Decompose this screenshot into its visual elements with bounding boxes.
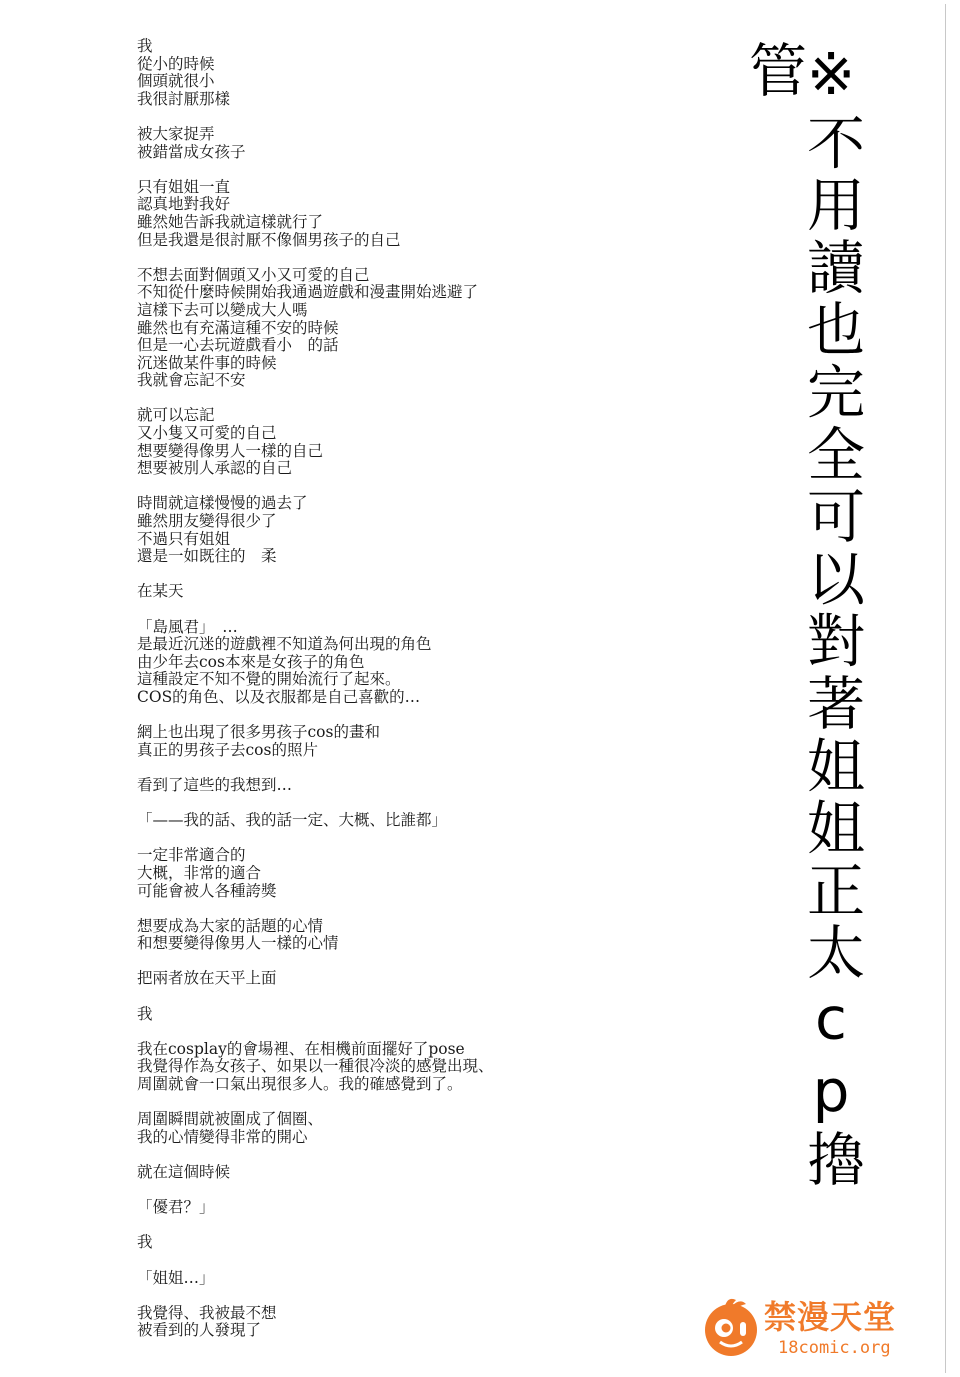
text-line: 被錯當成女孩子	[137, 142, 246, 161]
text-line: 這樣下去可以變成大人嗎	[137, 300, 308, 319]
side-note-vertical: ※不用讀也完全可以對著姐姐正太cp擼管	[739, 40, 865, 1192]
text-line: 但是一心去玩遊戲看小 的話	[137, 336, 339, 355]
text-paragraph	[137, 619, 737, 707]
text-paragraph	[137, 724, 737, 759]
text-line: 沉迷做某件事的時候	[137, 353, 277, 372]
watermark-url: 18comic.org	[778, 1338, 891, 1358]
text-line: 我覺得作為女孩子、如果以一種很冷淡的感覺出現、	[137, 1057, 494, 1076]
text-line: 大概，非常的適合	[137, 863, 262, 882]
text-line: 想要被別人承認的自己	[137, 459, 293, 478]
text-line: 和想要變得像男人一樣的心情	[137, 934, 339, 953]
text-line: 可能會被人各種誇獎	[137, 881, 277, 900]
page-edge-line	[945, 4, 946, 1373]
text-line: 我	[137, 1233, 153, 1252]
text-line: 想要變得像男人一樣的自己	[137, 441, 324, 460]
text-line: 就可以忘記	[137, 406, 215, 425]
text-line: 時間就這樣慢慢的過去了	[137, 494, 308, 513]
text-paragraph	[137, 267, 737, 390]
story-text	[137, 38, 737, 1358]
text-line: 被大家捉弄	[137, 124, 215, 143]
text-paragraph	[137, 126, 737, 161]
text-line: 不想去面對個頭又小又可愛的自己	[137, 265, 370, 284]
text-line: 我在cosplay的會場裡、在相機前面擺好了pose	[137, 1039, 465, 1058]
text-line: 真正的男孩子去cos的照片	[137, 740, 318, 759]
text-line: 就在這個時候	[137, 1163, 231, 1181]
text-line: 又小隻又可愛的自己	[137, 424, 277, 443]
text-paragraph	[137, 1164, 737, 1182]
text-paragraph	[137, 495, 737, 565]
text-line: 周圍瞬間就被圍成了個圈、	[137, 1110, 324, 1129]
text-paragraph	[137, 847, 737, 900]
watermark	[698, 1288, 928, 1366]
text-line: 從小的時候	[137, 54, 215, 73]
text-line: 一定非常適合的	[137, 846, 246, 865]
text-line: 「島風君」 …	[137, 617, 238, 636]
text-line: 周圍就會一口氣出現很多人。我的確感覺到了。	[137, 1075, 463, 1094]
text-line: 是最近沉迷的遊戲裡不知道為何出現的角色	[137, 635, 432, 654]
text-paragraph	[137, 179, 737, 249]
text-paragraph	[137, 583, 737, 601]
text-line: 雖然朋友變得很少了	[137, 512, 277, 531]
text-paragraph	[137, 38, 737, 108]
text-paragraph	[137, 918, 737, 953]
text-line: 我很討厭那樣	[137, 89, 231, 108]
text-line: 想要成為大家的話題的心情	[137, 916, 324, 935]
text-line: 我	[137, 1004, 153, 1023]
text-paragraph	[137, 1006, 737, 1024]
watermark-title: 禁漫天堂	[764, 1298, 897, 1336]
text-line: 網上也出現了很多男孩子cos的畫和	[137, 723, 380, 742]
text-paragraph	[137, 1234, 737, 1252]
watermark-logo-icon	[698, 1294, 764, 1360]
text-line: 不過只有姐姐	[137, 529, 231, 548]
text-line: 這種設定不知不覺的開始流行了起來。	[137, 670, 401, 689]
text-line: 我覺得、我被最不想	[137, 1303, 277, 1322]
text-paragraph	[137, 1041, 737, 1094]
text-paragraph	[137, 1270, 737, 1288]
text-paragraph	[137, 407, 737, 477]
text-line: 認真地對我好	[137, 195, 231, 214]
text-line: 雖然也有充滿這種不安的時候	[137, 318, 339, 337]
text-paragraph	[137, 1305, 737, 1340]
text-line: COS的角色、以及衣服都是自己喜歡的…	[137, 687, 421, 706]
text-line: 我	[137, 37, 153, 55]
text-line: 「優君？」	[137, 1198, 215, 1217]
text-paragraph	[137, 1199, 737, 1217]
text-paragraph	[137, 777, 737, 795]
text-line: 由少年去cos本來是女孩子的角色	[137, 652, 365, 671]
text-line: 「姐姐…」	[137, 1268, 215, 1287]
text-line: 把兩者放在天平上面	[137, 969, 277, 988]
text-line: 「——我的話、我的話一定、大概、比誰都」	[137, 811, 448, 830]
text-line: 在某天	[137, 582, 184, 601]
text-paragraph	[137, 970, 737, 988]
text-line: 我就會忘記不安	[137, 371, 246, 390]
text-line: 不知從什麼時候開始我通過遊戲和漫畫開始逃避了	[137, 283, 479, 302]
text-line: 看到了這些的我想到…	[137, 775, 293, 794]
text-line: 但是我還是很討厭不像個男孩子的自己	[137, 230, 401, 249]
text-paragraph	[137, 1111, 737, 1146]
text-paragraph	[137, 812, 737, 830]
text-line: 雖然她告訴我就這樣就行了	[137, 212, 324, 231]
text-line: 個頭就很小	[137, 72, 215, 91]
text-line: 我的心情變得非常的開心	[137, 1127, 308, 1146]
text-line: 還是一如既往的 柔	[137, 547, 277, 566]
text-line: 只有姐姐一直	[137, 177, 231, 196]
text-line: 被看到的人發現了	[137, 1321, 262, 1340]
